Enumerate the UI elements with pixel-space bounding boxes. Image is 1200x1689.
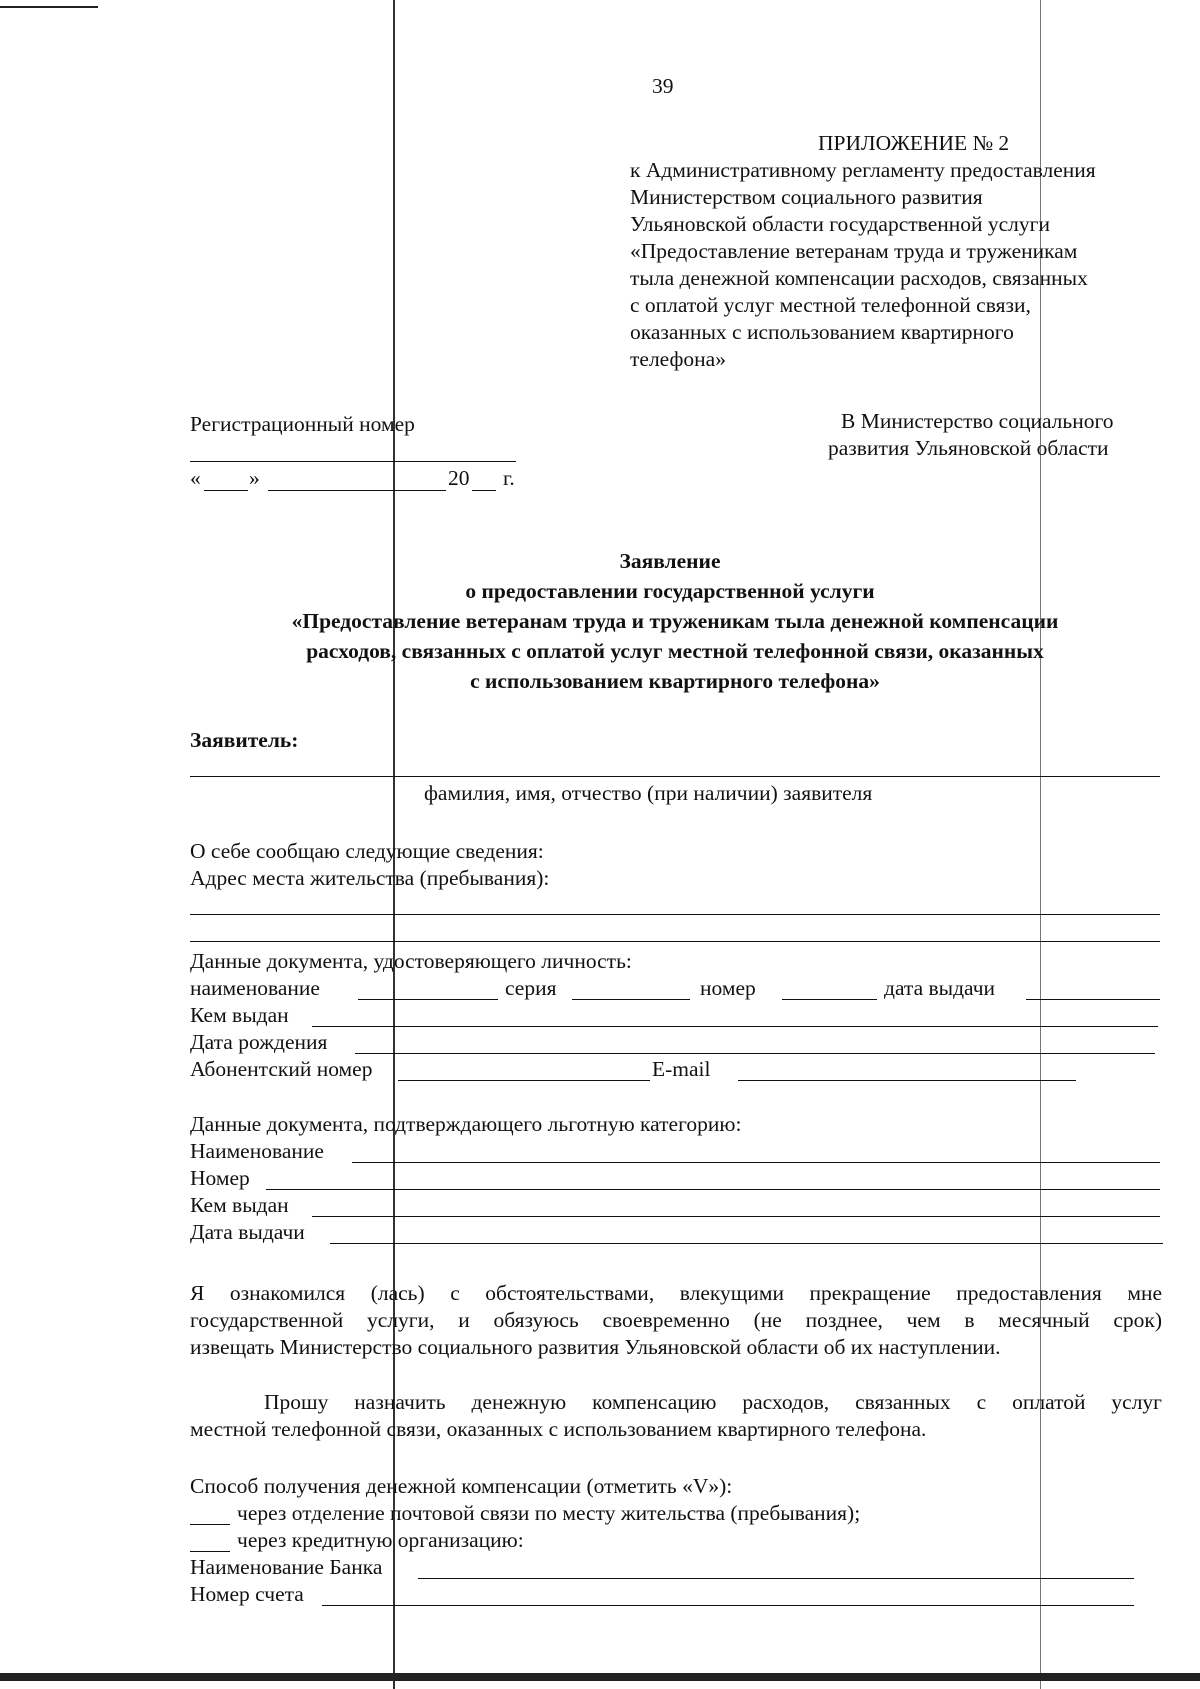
applicant-name-field[interactable] bbox=[190, 776, 1160, 777]
bank-name-field[interactable] bbox=[418, 1578, 1134, 1579]
registration-label: Регистрационный номер bbox=[190, 412, 415, 436]
date-month-field[interactable] bbox=[268, 490, 446, 491]
appendix-line: к Административному регламенту предоставления bbox=[630, 158, 1096, 182]
phone-label: Абонентский номер bbox=[190, 1057, 373, 1081]
appendix-line: оказанных с использованием квартирного bbox=[630, 320, 1014, 344]
post-option-label: через отделение почтовой связи по месту жительства (пребывания); bbox=[237, 1501, 861, 1525]
appendix-line: Ульяновской области государственной услуги bbox=[630, 212, 1050, 236]
benefit-doc-date-label: Дата выдачи bbox=[190, 1220, 305, 1244]
appendix-line: телефона» bbox=[630, 347, 726, 371]
birth-date-label: Дата рождения bbox=[190, 1030, 328, 1054]
account-number-field[interactable] bbox=[322, 1605, 1134, 1606]
heading-title: Заявление bbox=[619, 549, 721, 573]
heading-line: «Предоставление ветеранам труда и труженикам тыла денежной компенсации bbox=[291, 609, 1059, 633]
bank-option-checkbox[interactable] bbox=[190, 1551, 230, 1552]
registration-number-field[interactable] bbox=[190, 461, 516, 462]
address-field[interactable] bbox=[190, 914, 1160, 915]
applicant-caption: фамилия, имя, отчество (при наличии) заявителя bbox=[424, 781, 873, 805]
bank-option-label: через кредитную организацию: bbox=[237, 1528, 524, 1552]
addressee-line: В Министерство социального bbox=[841, 409, 1114, 433]
identity-doc-date-label: дата выдачи bbox=[884, 976, 996, 1000]
benefit-doc-issued-by-label: Кем выдан bbox=[190, 1193, 289, 1217]
identity-doc-name-field[interactable] bbox=[358, 999, 498, 1000]
bank-name-label: Наименование Банка bbox=[190, 1555, 383, 1579]
page-number: 39 bbox=[652, 74, 674, 98]
appendix-line: Министерством социального развития bbox=[630, 185, 983, 209]
date-day-field[interactable] bbox=[204, 490, 248, 491]
heading-line: расходов, связанных с оплатой услуг местной телефонной связи, оказанных bbox=[306, 639, 1044, 663]
benefit-doc-name-label: Наименование bbox=[190, 1139, 324, 1163]
email-label: E-mail bbox=[652, 1057, 711, 1081]
date-year-field[interactable] bbox=[472, 490, 496, 491]
identity-doc-series-label: серия bbox=[505, 976, 557, 1000]
address-label: Адрес места жительства (пребывания): bbox=[190, 866, 550, 890]
heading-line: с использованием квартирного телефона» bbox=[470, 669, 880, 693]
appendix-title: ПРИЛОЖЕНИЕ № 2 bbox=[818, 131, 1010, 155]
address-field-continued[interactable] bbox=[190, 941, 1160, 942]
date-open-quote: « bbox=[190, 466, 201, 490]
method-title: Способ получения денежной компенсации (отметить «V»): bbox=[190, 1474, 733, 1498]
benefit-doc-number-label: Номер bbox=[190, 1166, 250, 1190]
identity-doc-number-field[interactable] bbox=[782, 999, 877, 1000]
scan-line-bottom bbox=[0, 1673, 1200, 1681]
identity-doc-date-field[interactable] bbox=[1026, 999, 1160, 1000]
post-option-checkbox[interactable] bbox=[190, 1524, 230, 1525]
scan-line-top bbox=[0, 6, 98, 8]
appendix-line: с оплатой услуг местной телефонной связи, bbox=[630, 293, 1031, 317]
benefit-doc-number-field[interactable] bbox=[266, 1189, 1160, 1190]
about-intro: О себе сообщаю следующие сведения: bbox=[190, 839, 544, 863]
date-year-prefix: 20 bbox=[448, 466, 470, 490]
email-field[interactable] bbox=[738, 1080, 1076, 1081]
identity-doc-title: Данные документа, удостоверяющего личность: bbox=[190, 949, 632, 973]
request-line: Прошу назначить денежную компенсацию расходов, связанных с оплатой услуг bbox=[264, 1390, 1162, 1414]
identity-doc-series-field[interactable] bbox=[572, 999, 690, 1000]
acknowledgement-line: извещать Министерство социального развития Ульяновской области об их наступлении. bbox=[190, 1335, 1001, 1359]
applicant-label: Заявитель: bbox=[190, 728, 299, 752]
identity-doc-issued-by-label: Кем выдан bbox=[190, 1003, 289, 1027]
identity-doc-name-label: наименование bbox=[190, 976, 320, 1000]
acknowledgement-line: государственной услуги, и обязуюсь своевременно (не позднее, чем в месячный срок) bbox=[190, 1308, 1162, 1332]
account-number-label: Номер счета bbox=[190, 1582, 304, 1606]
acknowledgement-line: Я ознакомился (лась) с обстоятельствами, влекущими прекращение предоставления мне bbox=[190, 1281, 1162, 1305]
date-close-quote: » bbox=[249, 466, 260, 490]
identity-doc-number-label: номер bbox=[700, 976, 756, 1000]
heading-line: о предоставлении государственной услуги bbox=[465, 579, 875, 603]
appendix-line: «Предоставление ветеранам труда и труженикам bbox=[630, 239, 1078, 263]
benefit-doc-date-field[interactable] bbox=[330, 1243, 1163, 1244]
request-line: местной телефонной связи, оказанных с использованием квартирного телефона. bbox=[190, 1417, 927, 1441]
birth-date-field[interactable] bbox=[355, 1053, 1155, 1054]
benefit-doc-issued-by-field[interactable] bbox=[312, 1216, 1160, 1217]
benefit-doc-name-field[interactable] bbox=[352, 1162, 1160, 1163]
appendix-line: тыла денежной компенсации расходов, связанных bbox=[630, 266, 1088, 290]
addressee-line: развития Ульяновской области bbox=[828, 436, 1109, 460]
phone-field[interactable] bbox=[398, 1080, 650, 1081]
benefit-doc-title: Данные документа, подтверждающего льготную категорию: bbox=[190, 1112, 742, 1136]
date-year-suffix: г. bbox=[503, 466, 515, 490]
identity-doc-issued-by-field[interactable] bbox=[312, 1026, 1158, 1027]
